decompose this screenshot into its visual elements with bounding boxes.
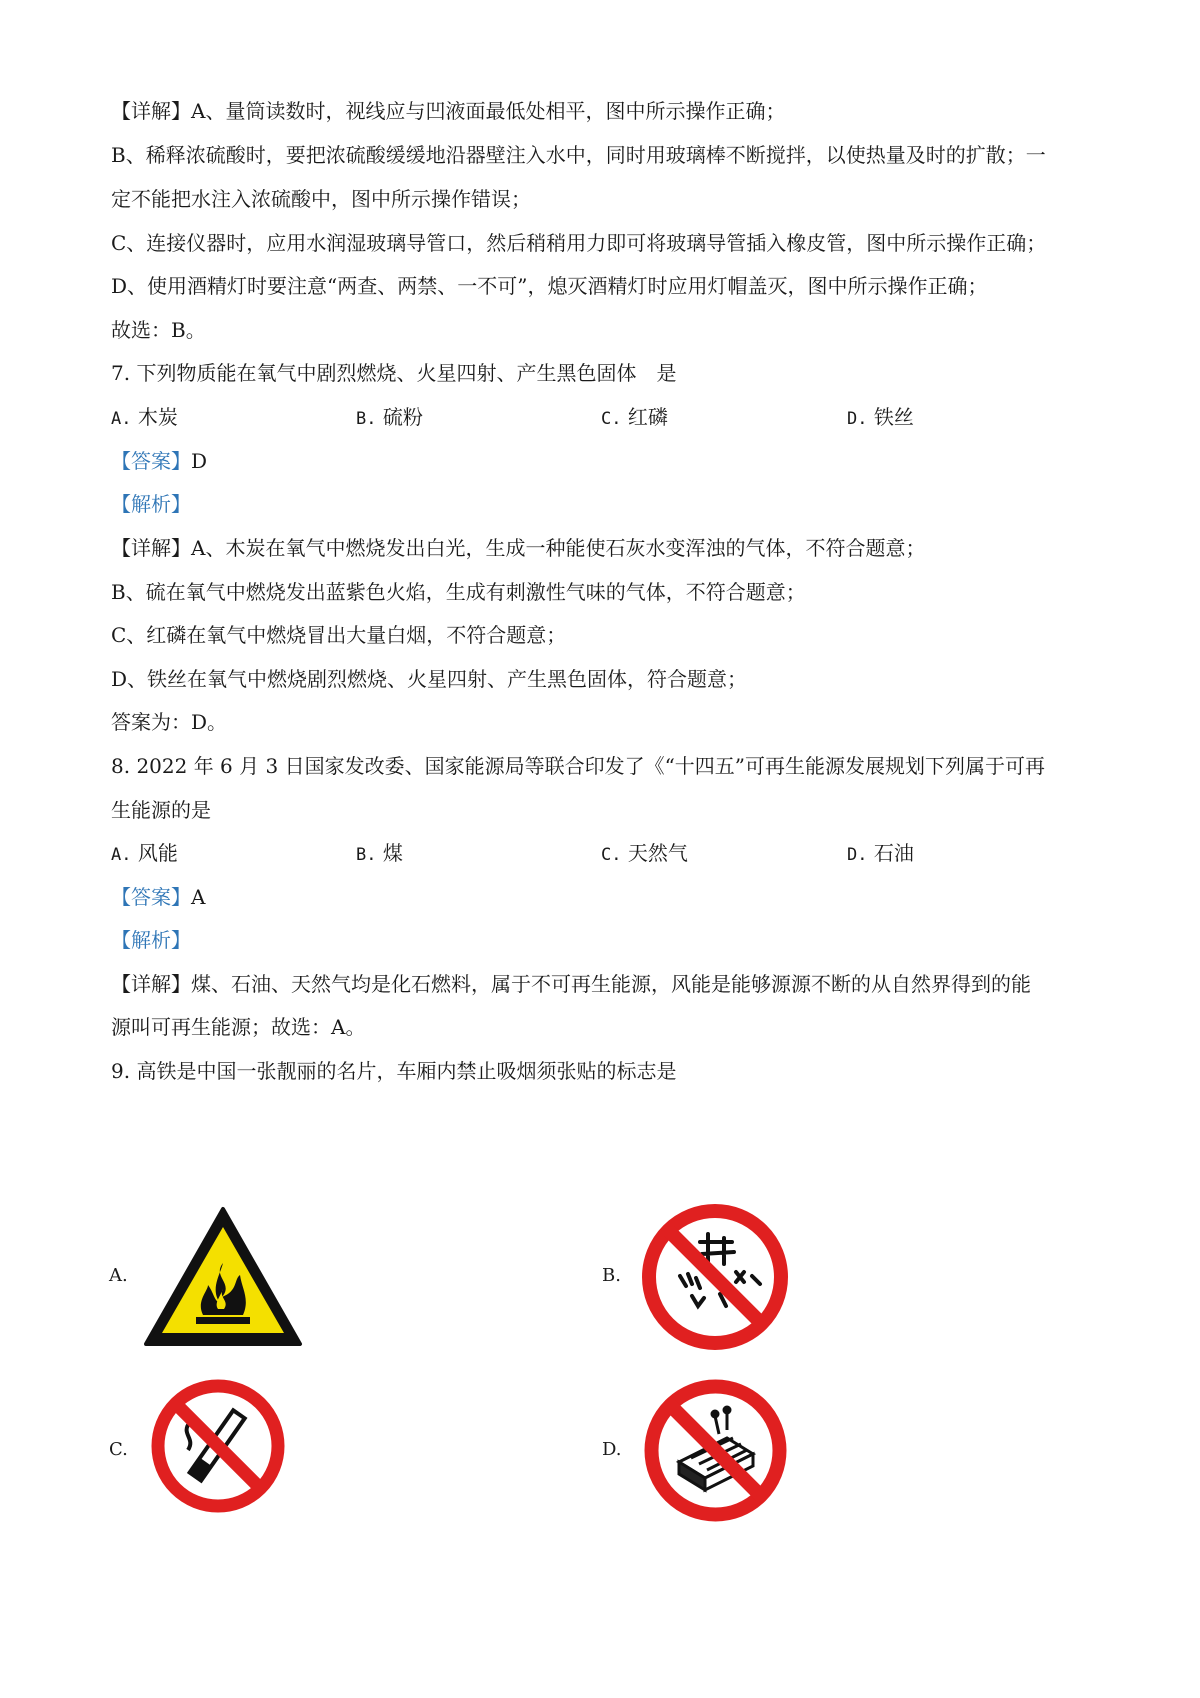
q7-option-d: D. 铁丝 [847, 405, 914, 429]
answer-tag: 【答案】 [111, 449, 191, 473]
q8-option-d: D. 石油 [847, 841, 914, 865]
q7-stem: 7. 下列物质能在氧气中剧烈燃烧、火星四射、产生黑色固体 是 [111, 361, 677, 385]
q8-detail-line-1: 【详解】煤、石油、天然气均是化石燃料，属于不可再生能源，风能是能够源源不断的从自然界得到的能 [111, 972, 1031, 996]
q9-label-c: C. [109, 1439, 128, 1460]
q6-detail-line-4: C、连接仪器时，应用水润湿玻璃导管口，然后稍稍用力即可将玻璃导管插入橡皮管，图中所示操作正确； [111, 231, 1047, 255]
q6-detail-line-2: B、稀释浓硫酸时，要把浓硫酸缓缓地沿器壁注入水中，同时用玻璃棒不断搅拌，以使热量及时的扩散；一 [111, 143, 1046, 167]
q8-option-c: C. 天然气 [601, 841, 688, 865]
q8-analysis-tag: 【解析】 [111, 928, 191, 952]
q7-detail-line-3: C、红磷在氧气中燃烧冒出大量白烟，不符合题意； [111, 623, 567, 647]
q7-option-b: B. 硫粉 [356, 405, 423, 429]
q9-label-d: D. [602, 1439, 622, 1460]
q8-options [111, 839, 1111, 867]
q9-label-b: B. [602, 1265, 621, 1286]
q7-conclusion: 答案为：D。 [111, 710, 228, 734]
q7-detail-line-1: 【详解】A、木炭在氧气中燃烧发出白光，生成一种能使石灰水变浑浊的气体，不符合题意； [111, 536, 926, 560]
q6-detail-line-5: D、使用酒精灯时要注意“两查、两禁、一不可”，熄灭酒精灯时应用灯帽盖灭，图中所示操作正确； [111, 274, 988, 298]
q6-detail-line-3: 定不能把水注入浓硫酸中，图中所示操作错误； [111, 187, 531, 211]
q8-detail-line-2: 源叫可再生能源；故选：A。 [111, 1015, 366, 1039]
q7-detail-line-4: D、铁丝在氧气中燃烧剧烈燃烧、火星四射、产生黑色固体，符合题意； [111, 667, 748, 691]
q9-stem: 9. 高铁是中国一张靓丽的名片，车厢内禁止吸烟须张贴的标志是 [111, 1059, 677, 1083]
q6-detail-line-1: 【详解】A、量筒读数时，视线应与凹液面最低处相平，图中所示操作正确； [111, 99, 786, 123]
q7-option-c: C. 红磷 [601, 405, 668, 429]
q8-option-a: A. 风能 [111, 841, 178, 865]
answer-value: D [191, 449, 208, 473]
q8-option-b: B. 煤 [356, 841, 403, 865]
q8-answer [111, 883, 205, 911]
no-smoking-sign-icon [150, 1378, 286, 1514]
flammable-warning-sign-icon [142, 1205, 304, 1348]
answer-tag: 【答案】 [111, 885, 191, 909]
q6-conclusion: 故选：B。 [111, 318, 206, 342]
q7-option-a: A. 木炭 [111, 405, 178, 429]
no-fireworks-sign-icon [640, 1202, 790, 1352]
q7-detail-line-2: B、硫在氧气中燃烧发出蓝紫色火焰，生成有刺激性气味的气体，不符合题意； [111, 580, 806, 604]
q8-stem-line-1: 8. 2022 年 6 月 3 日国家发改委、国家能源局等联合印发了《“十四五”可再生能源发展规划下列属于可再 [111, 754, 1046, 778]
q7-answer [111, 447, 207, 475]
answer-value: A [191, 885, 206, 909]
q9-label-a: A. [109, 1265, 128, 1286]
no-matches-sign-icon [643, 1378, 788, 1523]
q7-options [111, 403, 1111, 431]
q7-analysis-tag: 【解析】 [111, 492, 191, 516]
q8-stem-line-2: 生能源的是 [111, 798, 211, 822]
